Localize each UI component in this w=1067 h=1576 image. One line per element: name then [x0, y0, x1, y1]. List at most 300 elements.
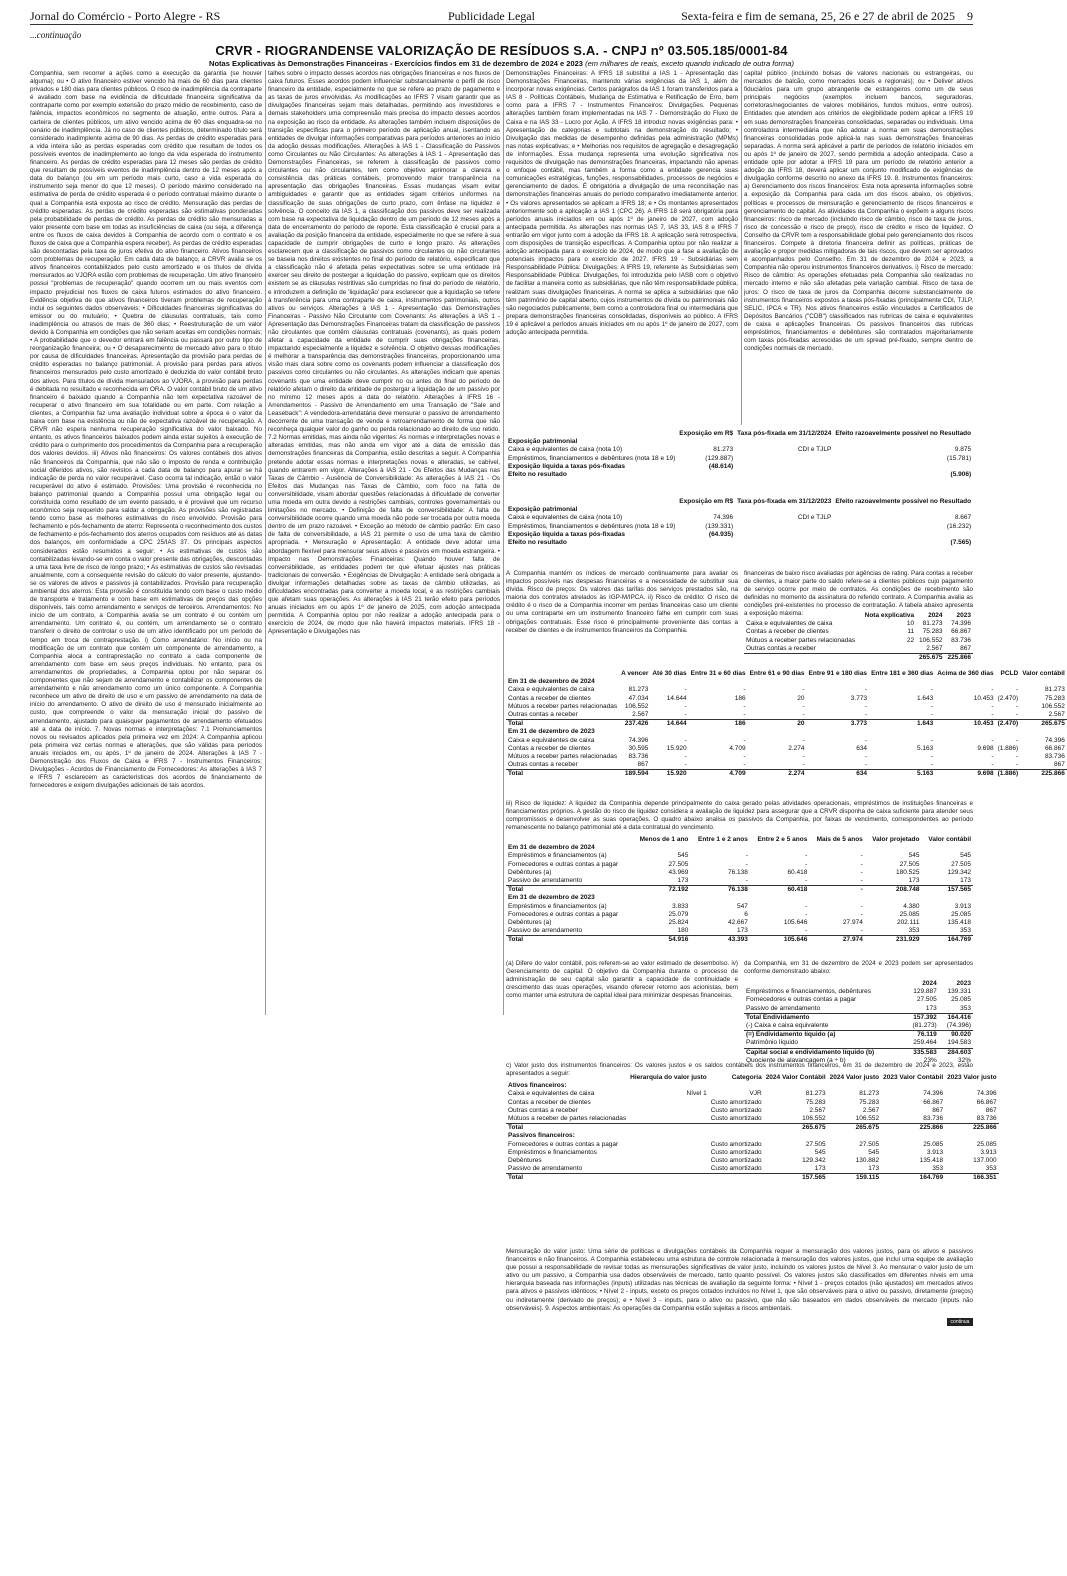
table-cell: 2.567 [926, 644, 943, 652]
table-cell: (-) Caixa e caixa equivalente [746, 1022, 829, 1030]
table-row [744, 645, 973, 654]
table-cell: Contas a receber de clientes [746, 628, 829, 636]
table-cell: 66.867 [923, 1098, 944, 1106]
table-cell: Passivo de arrendamento [508, 1165, 583, 1173]
table-cell: 157.565 [764, 1174, 828, 1183]
table-cell: 25.085 [951, 996, 971, 1004]
table-cell: 225.866 [945, 654, 973, 663]
table-cell: Capital social e endividamento líquido (b) [744, 1048, 904, 1057]
fair-value-table [506, 1074, 997, 1183]
table-cell: Custo amortizado [710, 1098, 762, 1106]
table-cell: CDI e TJLP [797, 446, 832, 454]
table-row [506, 506, 973, 514]
table-cell [828, 1082, 882, 1090]
table-cell [750, 844, 809, 852]
table-cell: 90.020 [939, 1031, 973, 1040]
section-row [506, 1082, 999, 1090]
table-cell: 180 [677, 927, 689, 935]
table-cell: 208.748 [865, 886, 922, 895]
table-cell: 83.736 [923, 1115, 944, 1123]
column-header: Mais de 5 anos [816, 836, 863, 843]
table-cell: - [743, 702, 746, 710]
table-cell: VJR [749, 1090, 762, 1098]
table-cell: 157.392 [904, 1013, 938, 1022]
table-cell [809, 894, 864, 902]
column-header: Valor projetado [872, 836, 920, 843]
table-cell [1020, 728, 1067, 736]
table-cell: Efeito no resultado [508, 471, 567, 479]
table-cell [735, 523, 833, 531]
column-header: 2024 Valor justo [829, 1074, 880, 1081]
table-cell: 25.085 [899, 910, 920, 918]
table-cell: 2.567 [632, 711, 649, 719]
table-cell: - [864, 753, 868, 761]
table-cell: - [684, 686, 687, 694]
table-cell: 83.736 [976, 1115, 997, 1123]
table-cell: - [1016, 761, 1019, 769]
table-cell: 3.833 [672, 902, 689, 910]
table-cell: Empréstimos e financiamentos, debêntures [746, 988, 872, 996]
table-cell: 25.085 [951, 910, 971, 918]
table-cell: 81.273 [805, 1090, 826, 1098]
table-cell [628, 1124, 709, 1133]
table-row [506, 919, 973, 927]
table-cell: 139.331 [947, 988, 971, 996]
aging-table [506, 670, 1065, 779]
table-cell: 30.595 [628, 744, 649, 752]
table-cell [690, 844, 749, 852]
table-cell [945, 1132, 999, 1140]
table-cell [735, 455, 833, 463]
table-cell: - [864, 702, 868, 710]
text-column-1: Companhia, sem recorrer a ações como a execução da garantia (se houver alguma); ou • O ativo financeiro estiver vencido há mais de 60 dias para clientes privados e 180 dias para clientes públicos. O risco de inadimplência da contraparte é avaliado com base na evidência de dificuldade financeira significativa da contraparte como por exemplo extensão do prazo médio de recebimento, caso de falência, impactos econômicos no segmento de atuação, entre outros. Para a carteira de clientes públicos, um ativo vencido acima de 60 dias enquadra-se no cenário de inadimplência. Já no caso de clientes públicos, determinado título será considerado inadimplente acima de 90 dias. As perdas de crédito esperadas para a vida inteira são as perdas esperadas com crédito que resultam de todos os possíveis eventos de inadimplemento ao longo da vida esperada do instrumento financeiro. As perdas de crédito esperadas para 12 meses são perdas de crédito que resultam de possíveis eventos de inadimplência dentro de 12 meses após a data do balanço (ou em um período mais curto, caso a vida esperada do instrumento seja menor do que 12 meses). O período máximo considerado na estimativa de perda de crédito esperada é o período contratual máximo durante o qual a Companhia está exposta ao risco de crédito. Mensuração das perdas de crédito esperadas: As perdas de crédito esperadas são estimativas ponderadas pela probabilidade de perdas de crédito. As perdas de crédito são mensuradas a valor presente com base em todas as insuficiências de caixa (ou seja, a diferença entre os fluxos de caixa devidos à Companhia de acordo com o contrato e os fluxos de caixa que a Companhia espera receber). As perdas de crédito esperadas são descontadas pela taxa de juros efetiva do ativo financeiro. Ativos financeiros com problemas de recuperação: Em cada data de balanço, a CRVR avalia se os ativos financeiros contabilizados pelo custo amortizado e os títulos de dívida mensurados ao VJORA estão com problemas de recuperação. Um ativo financeiro possui "problemas de recuperação" quando ocorrem um ou mais eventos com impacto prejudicial nos fluxos de caixa futuros estimados do ativo financeiro. Evidência objetiva de que ativos financeiros tiveram problemas de recuperação inclui os seguintes dados observáveis: • Dificuldades financeiras significativas do emissor ou do mutuário; • Quebra de cláusulas contratuais, tais como inadimplência ou atrasos de mais de 360 dias; • Reestruturação de um valor devido à Companhia em condições que não seriam aceitas em condições normais; • A probabilidade que o devedor entrará em falência ou passará por outro tipo de reorganização financeira; ou • O desaparecimento de mercado ativo para o título por causa de dificuldades financeiras. Apresentação da provisão para perdas de crédito esperadas no balanço patrimonial. A provisão para perdas para ativos financeiros mensurados pelo custo amortizado é deduzida do valor contábil bruto dos ativos. Para títulos de dívida mensurados ao VJORA, a provisão para perdas é debitada no resultado e reconhecida em ORA. O valor contábil bruto de um ativo financeiro é baixado quando a Companhia não tem expectativa razoável de recuperar o ativo financeiro em sua totalidade ou em parte. Com relação a clientes, a Companhia faz uma avaliação individual sobre a época e o valor da baixa com base na existência ou não de expectativa razoável de recuperação. A CRVR não espera nenhuma recuperação significativa do valor baixado. No entanto, os ativos financeiros baixados podem ainda estar sujeitos à execução de crédito para o cumprimento dos procedimentos da Companhia para a recuperação dos valores devidos. iii) Ativos não financeiros: Os valores contábeis dos ativos não financeiros da Companhia, que não são o imposto de renda e contribuição social diferidos ativos, são revistos a cada data de balanço para apurar se há indicação de perda no valor recuperável. Caso ocorra tal indicação, então o valor recuperável do ativo é estimado. Provisões: Uma provisão é reconhecida no balanço patrimonial quando a Companhia possui uma obrigação legal ou constituída como resultado de um evento passado, e é provável que um recurso econômico seja requerido para saldar a obrigação. As provisões são registradas tendo como base as melhores estimativas do risco envolvido. Provisão para fechamento e pós-fechamento de aterro: Representa o reconhecimento dos custos de fechamento e pós-fechamento dos aterros ocupados com resíduos até as datas dos balanços, em conformidade a CPC 25/IAS 37. Os principais aspectos considerados estão resumidos a seguir: • As estimativas de custos são contabilizadas levando-se em conta o valor presente das obrigações, descontadas a uma taxa livre de risco de longo prazo; • As estimativas de custos são revisadas anualmente, com a consequente revisão do cálculo do valor presente, ajustando-se os valores de ativos e passivos já contabilizados. Provisão para recuperação ambiental dos aterros: Esta provisão é constituída tendo com base o custo médio de transporte e tratamento e com base em estimativas de preços das opções disponíveis, tais como arrendamento e serviços de terceiros. Arrendamentos: No início de um contrato, a Companhia avalia se um contrato é ou contém um arrendamento. Um contrato é, ou contém, um arrendamento se o contrato transferir o direito de controlar o uso de um ativo identificado por um período de tempo em troca de contraprestação. i) Como arrendatário: No início ou na modificação de um contrato que contém um componente de arrendamento, a Companhia aloca a contraprestação no contrato a cada componente de arrendamento com base em seus preços individuais. No entanto, para os arrendamentos de propriedades, a Companhia optou por não separar os componentes que não sejam de arrendamento e contabilizar os componentes de arrendamento e não arrendamento como um único componente. A Companhia reconhece um ativo de direito de uso e um passivo de arrendamento na data de início do arrendamento. O ativo de direito de uso é mensurado inicialmente ao custo, que compreende o valor da mensuração inicial do passivo de arrendamento, ajustado para quaisquer pagamentos de arrendamento efetuados até a data de início. 7. Novas normas e interpretações: 7.1 Pronunciamentos novos ou revisados aplicados pela primeira vez em 2024: A Companhia aplicou pela primeira vez certas normas e alterações, que são válidas para períodos anuais iniciados em, ou após, 1º de janeiro de 2024. Alterações à IAS 7 - Demonstração dos Fluxos de Caixa e IFRS 7 - Instrumentos Financeiros: Divulgações - Acordos de Financiamento de Fornecedores: As alterações à IAS 7 e IFRS 7 esclarecem as características dos acordos de financiamento de fornecedores e exigem divulgações adicionais de tais acordos. [30, 70, 262, 790]
page-number: 9 [967, 8, 973, 23]
table-cell: Empréstimos e financiamentos (a) [508, 902, 607, 910]
table-cell: 237.426 [619, 720, 650, 729]
total-row [506, 1124, 999, 1133]
exposure-table-2023: Exposição em R$ Taxa pós-fixada em 31/12/2023 Efeito razoavelmente possível no Resultado Exposição patrimonial Caixa e equivalentes de caixa (nota 10) 74.396 CDI e TJLP 8.667 Empréstimos, financiamentos e debêntures (nota 18 e 19) (139.331) (16.232) Exposição líquida a taxas pós-fixadas (64.935) Efeito no resultado (7.565) [508, 498, 972, 547]
table-cell: - [931, 736, 934, 744]
table-cell: 231.929 [865, 936, 922, 945]
table-cell [861, 654, 916, 663]
table-cell: - [931, 702, 934, 710]
table-cell: - [805, 860, 808, 868]
table-cell: 867 [637, 761, 649, 769]
table-cell: 164.769 [881, 1174, 945, 1183]
table-cell: Passivo de arrendamento [746, 1004, 821, 1012]
table-cell: Fornecedores e outras contas a pagar [508, 860, 619, 868]
table-cell [735, 471, 833, 479]
table-cell [690, 894, 749, 902]
table-cell: - [931, 753, 934, 761]
table-cell [833, 438, 973, 446]
table-cell: - [743, 736, 746, 744]
table-cell: - [991, 702, 994, 710]
table-cell: Caixa e equivalentes de caixa [508, 686, 595, 694]
table-cell: 60.418 [787, 868, 808, 876]
table-cell: 81.273 [1044, 686, 1065, 694]
table-cell: - [684, 753, 687, 761]
table-cell [735, 438, 833, 446]
table-cell: 20 [748, 720, 807, 729]
table-cell: 22 [906, 636, 915, 644]
column-header: 2023 Valor justo [947, 1074, 997, 1081]
table-row [506, 531, 973, 539]
table-cell: 173 [908, 877, 920, 885]
table-cell: 2.567 [1048, 711, 1065, 719]
total-row [744, 654, 973, 663]
table-cell [833, 531, 973, 539]
table-cell: Outras contas a receber [746, 644, 816, 652]
column-header: Entre 31 e 60 dias [690, 670, 746, 677]
table-cell: 137.000 [973, 1157, 997, 1165]
text-column-4: capital público (incluindo bolsas de valores nacionais ou estrangeiras, ou mercados de balcão, como mercados locais e regionais); ou • Deliver ativos fiduciários para um grupo abrangente de estrangeiros como um de seus principais negócios (exemplos incluem bancos, seguradoras, corretoras/negociantes de valores mobiliários, fundos mútuos, entre outros). Entidades que atendem aos critérios de elegibilidade podem aplicar a IFRS 19 em suas demonstrações financeiras consolidadas, separadas ou individuais. Uma controladora intermediária que não adotar a norma em suas demonstrações financeiras consolidadas pode aplicá-la nas suas demonstrações financeiras separadas. A norma será aplicável a partir de períodos de relatório iniciados em ou após 1º de janeiro de 2027, sendo permitida a adoção antecipada. Caso a entidade opte por adotar a IFRS 19 para um período de relatório anterior a adoção da IFRS 18, deverá aplicar um conjunto modificado de exigências de divulgação conforme descrito no anexo da IFRS 19. 8. Instrumentos financeiros: a) Gerenciamento dos riscos financeiros: Esta nota apresenta informações sobre a exposição da Companhia para cada um dos riscos abaixo, os objetivos, políticas e processos de mensuração e gerenciamento de riscos financeiros e gerenciamento do capital. As atividades da Companhia o expõem a alguns riscos financeiros: risco de mercado (incluindo risco de câmbio, risco de taxa de juros, risco de concessão e risco de preço), risco de crédito e risco de liquidez. O Conselho da CRVR tem a responsabilidade global pelo gerenciamento dos riscos financeiros. Compete à diretoria financeira definir as políticas, práticas de avaliação e propor medidas mitigadoras de tais riscos, que devem ser aprovados e acompanhados pelo Conselho. Em 31 de dezembro de 2024 e 2023, a Companhia não operou instrumentos financeiros derivativos. i) Risco de mercado: Risco de câmbio: As operações efetuadas pela Companhia são realizadas no mercado interno e não são afetadas pela variação cambial. Risco de taxa de juros: O risco de taxa de juros da Companhia decorre substancialmente de instrumentos financeiros expostos a taxas pós-fixadas (principalmente CDI, TJLP, SELIC, IPCA e TR). Nos ativos financeiros estão vinculados a Certificados de Depósitos Bancários ("CDB") classificados nas rubricas de caixa e equivalentes de caixa e aplicações financeiras. Os passivos financeiros das rubricas empréstimos, financiamentos e debêntures são contratados majoritariamente com taxas pós-fixadas acrescidas de um spread pré-fixado, sempre dentro de condições normais de mercado. [744, 70, 973, 353]
table-row [506, 514, 973, 522]
column-header: Nota explicativa [864, 612, 915, 619]
table-cell: - [743, 711, 746, 719]
table-cell: - [860, 860, 863, 868]
table-cell: (74.396) [946, 1022, 971, 1030]
table-cell: Exposição patrimonial [508, 506, 578, 514]
table-cell: 173 [814, 1165, 826, 1173]
table-cell [807, 678, 870, 686]
table-cell: 9.875 [954, 446, 972, 454]
table-cell: - [860, 877, 863, 885]
table-row [506, 539, 973, 547]
table-cell: 76.119 [904, 1031, 938, 1040]
table-cell: 159.115 [828, 1174, 882, 1183]
table-cell: 129.887 [913, 988, 937, 996]
table-cell: 135.418 [919, 1157, 944, 1165]
table-row [506, 695, 1067, 703]
table-cell: 634 [856, 744, 868, 752]
column-header: Entre 181 e 360 dias [871, 670, 934, 677]
table-cell [935, 678, 995, 686]
table-cell: - [805, 852, 808, 860]
table-cell: 265.675 [764, 1124, 828, 1133]
column-header: Valor contábil [1022, 670, 1065, 677]
table-cell: Mútuos a receber partes relacionadas [508, 702, 618, 710]
table-cell: - [684, 702, 687, 710]
table-cell: 10 [906, 620, 915, 628]
fair-value-footer-text: Mensuração do valor justo: Uma série de políticas e divulgações contábeis da Companhia requer a mensuração dos valores justos, para os ativos e passivos financeiros e não financeiros. A Companhia estabeleceu uma estrutura de controle relacionada à mensuração dos valores justos, que inclui uma equipe de avaliação que possui a responsabilidade de revisar todas as mensurações significativas de valor justo, incluindo os valores justos de Nível 3. Ao mensurar o valor justo de um ativo ou um passivo, a Companhia usa dados observáveis de mercado, tanto quanto possível. Os valores justos são classificados em diferentes níveis em uma hierarquia baseada nas informações (inputs) utilizadas nas técnicas de avaliação da seguinte forma: • Nível 1 - preços cotados (não ajustados) em mercados ativos para ativos e passivos idênticos; • Nível 2 - inputs, exceto os preços cotados incluídos no Nível 1, que são observáveis para o ativo ou passivo, diretamente (preços) ou indiretamente (derivado de preços); e • Nível 3 - inputs, para o ativo ou passivo, que não são baseados em dados observáveis de mercado (inputs não observáveis). 9. Aspectos ambientais: As operações da Companhia estão sujeitas a riscos ambientais. [506, 1248, 973, 1312]
table-cell: (139.331) [705, 522, 734, 530]
table-cell: - [991, 686, 994, 694]
table-cell: 173 [868, 1165, 880, 1173]
table-cell: 54.916 [632, 936, 690, 945]
table-cell: Contas a receber de clientes [508, 694, 591, 702]
table-cell: (1.886) [997, 744, 1019, 752]
table-cell: Debêntures (a) [508, 868, 552, 876]
table-cell: - [745, 852, 748, 860]
table-cell: Total [506, 886, 632, 895]
table-cell: - [864, 761, 868, 769]
table-cell: 1.643 [916, 694, 934, 702]
table-cell: 265.675 [1020, 720, 1067, 729]
table-cell: 75.283 [1044, 694, 1065, 702]
table-cell: 194.583 [947, 1039, 971, 1047]
table-row [506, 869, 973, 877]
table-cell: 6 [744, 910, 748, 918]
table-cell: - [864, 686, 868, 694]
table-cell: - [991, 761, 994, 769]
table-cell: 545 [908, 852, 920, 860]
capital-intro-text: da Companhia, em 31 de dezembro de 2024 e 2023 podem ser apresentados conforme demonstrado abaixo: [744, 960, 973, 976]
column-header: Menos de 1 ano [639, 836, 689, 843]
table-cell: 76.138 [727, 868, 748, 876]
table-cell: - [1016, 711, 1019, 719]
table-row [506, 745, 1067, 753]
table-cell: (5.906) [950, 471, 972, 479]
table-cell [628, 1107, 709, 1115]
table-cell: 867 [932, 1106, 944, 1114]
table-row [506, 927, 973, 936]
table-cell [764, 1082, 828, 1090]
text-column-3: Demonstrações Financeiras: A IFRS 18 substitui a IAS 1 - Apresentação das Demonstrações Financeiras, mantendo várias exigências da IAS 1, além de incorporar novas exigências. Certos parágrafos da IAS 1 foram transferidos para a IAS 8 - Políticas Contábeis, Mudança de Estimativa e Retificação de Erro, bem como para a IFRS 7 - Instrumentos Financeiros: Divulgações. Pequenas alterações também foram implementadas na IAS 7 - Demonstração do Fluxo de Caixa e na IAS 33 - Lucro por Ação. A IFRS 18 introduz novas exigências para: • Apresentação de categorias e subtotais na demonstração do resultado; • Divulgação das medidas de desempenho definidas pela administração (MPMs) nas notas explicativas; e • Melhorias nos requisitos de agregação e desagregação de informações. Essa mudança representa uma evolução significativa nos requisitos de divulgação nas demonstrações financeiras, impactando não apenas o enfoque contábil, mas também a forma como a entidade gerencia suas comunicações estratégicas, funções, responsabilidades, processos de negócios e gerenciamento de dados. É obrigatória a divulgação de uma reconciliação nas demonstrações financeiras anuais do período comparativo imediatamente anterior. • Os valores apresentados se aplicam a IFRS 18; e • Os montantes apresentados anteriormente sob a aplicação a IAS 1 (CPC 26). A IFRS 18 será obrigatória para períodos anuais iniciados em ou após 1º de janeiro de 2027, com adoção antecipada permitida. As alterações nas normas IAS 7, IAS 33, IAS 8 e IFRS 7 entrarão em vigor junto com a adoção da IFRS 18. A aplicação será retrospectiva, com disposições de transição específicas. A Companhia optou por não realizar a adoção antecipada para o exercício de 2024, de modo que a fase a avaliação de potenciais impactos para o exercício de 2027. IFRS 19 - Subsidiárias sem Responsabilidade Pública: Divulgações: A IFRS 19, referente às Subsidiárias sem Responsabilidade Pública: Divulgações, foi introduzida pelo IASB com o objetivo de facilitar a maneira como as subsidiárias, que não têm responsabilidade pública, realizam suas divulgações financeiras. A norma se aplica a subsidiárias que não têm patrimônio de capital aberto, cujos instrumentos de dívida ou patrimoniais não são negociados publicamente, bem como a controladora final ou intermediária que prepara demonstrações financeiras consolidadas, disponíveis ao público. A IFRS 19 é aplicável a períodos anuais iniciados em ou após 1º de janeiro de 2027, com adoção antecipada permitida. [506, 70, 738, 336]
table-cell [1020, 678, 1067, 686]
issue-date: Sexta-feira e fim de semana, 25, 26 e 27 de abril de 2025 9 [681, 8, 973, 23]
table-row [744, 637, 973, 645]
table-row [506, 1149, 999, 1157]
table-cell: 157.565 [921, 886, 973, 895]
column-header: 2024 Valor Contábil [765, 1074, 826, 1081]
table-cell: - [931, 761, 934, 769]
table-cell: 4.380 [903, 902, 920, 910]
table-cell [628, 1149, 709, 1157]
table-cell: 47.034 [628, 694, 649, 702]
table-cell: 66.867 [1044, 744, 1065, 752]
table-cell: 81.273 [859, 1090, 880, 1098]
table-cell: Total [506, 770, 619, 779]
table-cell: 27.505 [805, 1140, 826, 1148]
table-cell: 42.667 [727, 919, 748, 927]
column-header [744, 980, 904, 988]
table-cell: - [802, 686, 805, 694]
table-cell: Empréstimos e financiamentos (a) [508, 852, 607, 860]
column-header [506, 836, 632, 844]
table-cell: - [802, 736, 805, 744]
section-name: Publicidade Legal [448, 8, 535, 23]
table-cell: Contas a receber de clientes [508, 744, 591, 752]
liquidity-table [506, 836, 973, 945]
table-cell [935, 728, 995, 736]
table-cell: 2.567 [809, 1106, 826, 1114]
table-cell: - [684, 711, 687, 719]
table-cell [632, 894, 690, 902]
table-cell: - [864, 736, 868, 744]
table-cell [632, 844, 690, 852]
table-cell: Empréstimos e financiamentos [508, 1148, 597, 1156]
table-cell: (=) Endividamento líquido (a) [744, 1031, 904, 1040]
table-cell: 74.396 [976, 1090, 997, 1098]
table-cell: 353 [960, 1004, 971, 1012]
table-row [506, 737, 1067, 745]
table-row [744, 1048, 973, 1057]
table-cell [809, 844, 864, 852]
table-cell: 173 [925, 1004, 937, 1012]
table-cell: Total [506, 1124, 628, 1133]
table-cell: - [745, 877, 748, 885]
table-cell [709, 1174, 764, 1183]
year-row [506, 728, 1067, 736]
table-cell [833, 463, 973, 471]
table-cell: 867 [1053, 761, 1065, 769]
table-cell: Em 31 de dezembro de 2023 [508, 728, 595, 736]
table-cell: Fornecedores e outras contas a pagar [508, 1140, 619, 1148]
table-cell: Em 31 de dezembro de 2024 [508, 678, 595, 686]
table-cell: 545 [868, 1148, 880, 1156]
table-row [506, 446, 973, 454]
table-cell: 3.773 [807, 720, 870, 729]
table-cell: 25.085 [923, 1140, 944, 1148]
continuation-label: ...continuação [30, 30, 82, 40]
table-cell: 14.644 [666, 694, 687, 702]
table-cell: 83.736 [1044, 753, 1065, 761]
newspaper-name: Jornal do Comércio - Porto Alegre - RS [30, 8, 221, 23]
table-cell: (15.781) [946, 454, 972, 462]
total-row [506, 886, 973, 895]
table-cell: 105.646 [750, 936, 809, 945]
table-row [506, 438, 973, 446]
table-row [506, 463, 973, 471]
table-cell [628, 1157, 709, 1165]
table-cell [689, 728, 748, 736]
table-row [506, 1107, 999, 1115]
table-cell [619, 678, 650, 686]
table-cell: - [1016, 686, 1019, 694]
table-cell [750, 894, 809, 902]
table-cell [628, 1141, 709, 1149]
table-cell [865, 894, 922, 902]
table-cell: 32% [957, 1056, 971, 1064]
table-cell: 5.163 [869, 770, 935, 779]
table-cell [709, 1082, 764, 1090]
table-cell: (2.470) [997, 694, 1019, 702]
table-cell: - [684, 736, 687, 744]
table-cell: - [805, 902, 808, 910]
column-header [506, 1074, 628, 1082]
credit-risk-text-right: financeiras de baixo risco avaliadas por agências de rating. Para contas a receber de clientes, a maior parte do saldo refere-se a clientes públicos cujo pagamento de serviço ocorre por meio de contratos. As condições de recebimento são definidas no momento da assinatura do referido contrato. A Companhia avalia as condições pré-existentes no processo de contratação. A tabela abaixo apresenta a exposição máxima: [744, 570, 973, 618]
capital-table [744, 980, 973, 1065]
fair-value-text: c) Valor justo dos instrumentos financeiros: Os valores justos e os saldos contábeis dos instrumentos financeiros, em 31 de dezembro de 2024 e 2023, estão apresentados a seguir: [506, 1062, 973, 1078]
table-cell: 106.552 [624, 702, 649, 710]
table-cell: Passivos financeiros: [508, 1132, 575, 1140]
table-cell: Efeito no resultado [508, 539, 567, 547]
total-row [506, 1174, 999, 1183]
column-header: 2023 [956, 612, 971, 619]
exposure-table-2024: Exposição em R$ Taxa pós-fixada em 31/12/2024 Efeito razoavelmente possível no Resultado Exposição patrimonial Caixa e equivalentes de caixa (nota 10) 81.273 CDI e TJLP 9.875 Empréstimos, financiamentos e debêntures (nota 18 e 19) (129.887) (15.781) Exposição líquida a taxas pós-fixadas (48.614) Efeito no resultado (5.906) [508, 430, 972, 479]
table-cell [996, 728, 1021, 736]
table-cell: Quociente de alavancagem (a ÷ b) [746, 1056, 846, 1064]
table-cell: (129.887) [705, 454, 734, 462]
table-cell: 129.342 [947, 868, 971, 876]
table-cell: 2.274 [748, 770, 807, 779]
total-row [506, 720, 1067, 729]
table-cell: - [931, 686, 934, 694]
table-cell [764, 1132, 828, 1140]
table-row [506, 861, 973, 869]
table-cell: 105.646 [783, 919, 808, 927]
table-cell: Mútuos a receber partes relacionadas [508, 753, 618, 761]
table-cell: 3.913 [980, 1148, 997, 1156]
liquidity-risk-text: iii) Risco de liquidez: A liquidez da Companhia depende principalmente do caixa gerado pelas atividades operacionais, empréstimos de instituições financeiras e financiamentos próprios. A gestão do risco de liquidez considera a avaliação de liquidez para assegurar que a CRVR disponha de caixa suficiente para atender seus compromissos e desenvolver as suas operações. O quadro abaixo analisa os passivos da Companhia, por faixas de vencimento, correspondentes ao período remanescente no balanço patrimonial até a data contratual do vencimento. [506, 800, 973, 832]
table-cell [709, 1132, 764, 1140]
table-cell: 259.464 [913, 1039, 937, 1047]
table-cell: Passivo de arrendamento [508, 877, 583, 885]
table-cell [677, 539, 735, 547]
table-cell: 2.567 [862, 1106, 880, 1114]
table-cell: 75.283 [859, 1098, 880, 1106]
table-cell: 75.283 [922, 628, 943, 636]
column-header: 2024 [928, 612, 943, 619]
table-cell: 10.453 [973, 694, 994, 702]
table-cell: 225.866 [945, 1124, 999, 1133]
table-cell [828, 1132, 882, 1140]
table-cell: 27.505 [668, 860, 689, 868]
table-cell: Em 31 de dezembro de 2023 [508, 894, 595, 902]
table-cell: 9.698 [935, 770, 995, 779]
table-cell: - [802, 711, 805, 719]
table-cell: Custo amortizado [710, 1140, 762, 1148]
table-cell: - [931, 711, 934, 719]
table-cell: 106.552 [802, 1115, 826, 1123]
continues-tag: continua [947, 1318, 973, 1326]
table-cell: - [684, 761, 687, 769]
table-cell: Outras contas a receber [508, 761, 578, 769]
table-cell [650, 678, 688, 686]
table-row [506, 711, 1067, 720]
table-cell: 23% [923, 1056, 937, 1064]
table-row [506, 703, 1067, 711]
table-cell: 15.920 [650, 770, 688, 779]
table-cell: Total [506, 720, 619, 729]
table-cell: 545 [677, 852, 689, 860]
table-cell: - [1016, 702, 1019, 710]
table-cell [677, 471, 735, 479]
year-row [506, 678, 1067, 686]
table-cell: 545 [814, 1148, 826, 1156]
table-cell [677, 438, 735, 446]
table-cell: 353 [985, 1165, 997, 1173]
table-cell: - [743, 761, 746, 769]
table-cell: - [805, 877, 808, 885]
table-cell: - [1016, 753, 1019, 761]
column-header [506, 670, 619, 678]
table-cell: Caixa e equivalentes de caixa [508, 1090, 595, 1098]
table-cell [881, 1082, 945, 1090]
table-cell [921, 894, 973, 902]
table-cell: - [1016, 736, 1019, 744]
table-cell: 106.552 [919, 636, 943, 644]
table-cell: 72.192 [632, 886, 690, 895]
table-cell: 5.163 [916, 744, 934, 752]
table-cell: 202.111 [896, 919, 920, 927]
table-cell: 27.505 [899, 860, 920, 868]
column-header: 2024 [922, 980, 937, 987]
column-header: Categoria [731, 1074, 762, 1081]
table-cell: 225.866 [881, 1124, 945, 1133]
column-header: Entre 2 e 5 anos [757, 836, 808, 843]
table-cell [677, 506, 735, 514]
table-cell: - [991, 711, 994, 719]
table-cell [628, 1132, 709, 1140]
table-cell: (81.273) [912, 1022, 937, 1030]
table-row [506, 903, 973, 911]
capital-management-text: (a) Difere do valor contábil, pois referem-se ao valor estimado de desembolso. iv) Gerenciamento de capital: O objetivo da Companhia durante o processo de administração de seu capital são garantir a capacidade de continuidade e crescimento das suas operações, visando oferecer retorno aos acionistas, bem como manter uma estrutura de capital ideal para minimizar despesas financeiras. [506, 960, 738, 1000]
table-row [744, 988, 973, 996]
table-cell: - [991, 753, 994, 761]
table-cell: (2.470) [997, 720, 1019, 728]
